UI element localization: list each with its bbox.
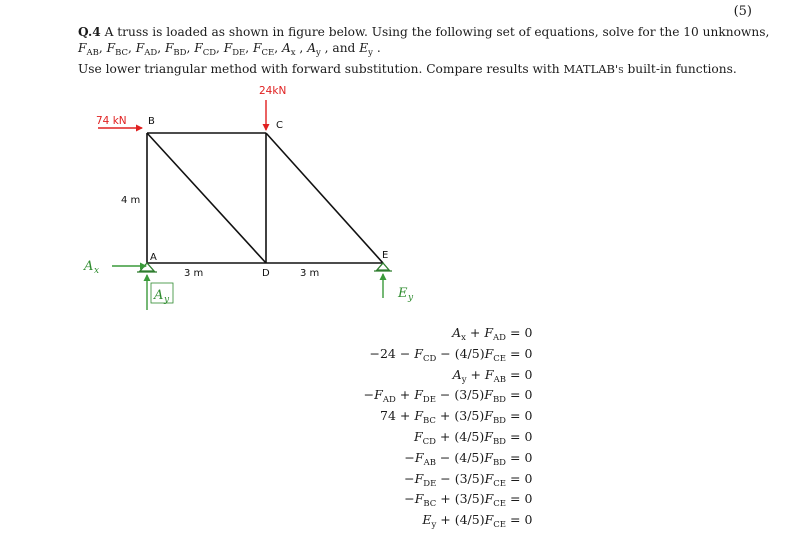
equation-lhs: $E_y + (4/5)F_{CE}$ (422, 512, 506, 531)
equation-rhs: = 0 (510, 325, 533, 340)
svg-text:E: E (398, 286, 408, 301)
node-label-d: D (262, 268, 270, 279)
equation-7 (300, 449, 533, 471)
equation-rhs: = 0 (510, 512, 533, 528)
load-label-b: 74 kN (96, 115, 127, 127)
equation-10 (300, 512, 533, 533)
equation-rhs: = 0 (510, 491, 533, 507)
unknowns-list: $F_{AB}$, $F_{BC}$, $F_{AD}$, $F_{BD}$, $F_{CD}$, $F_{DE}$, $F_{CE}$, $A_x$ , $A_y$ , and $E_y$ . (78, 41, 381, 58)
equation-1 (300, 325, 533, 346)
node-label-b: B (148, 116, 155, 127)
equation-system (300, 325, 533, 533)
member-bd (147, 133, 266, 263)
dimension-de: 3 m (300, 268, 320, 279)
equation-lhs: $A_x + F_{AD}$ (452, 325, 506, 343)
svg-text:A: A (154, 288, 164, 303)
equation-rhs: = 0 (510, 470, 533, 486)
svg-text:x: x (94, 266, 100, 276)
equation-lhs: $-24 - F_{CD} - (4/5)F_{CE}$ (369, 345, 506, 364)
svg-text:y: y (408, 293, 414, 303)
roller-support-e (374, 263, 392, 271)
equation-6 (300, 428, 533, 450)
reaction-label-ax (83, 259, 99, 276)
reaction-label-ey (397, 286, 414, 303)
equation-rhs: = 0 (510, 428, 533, 444)
equation-rhs: = 0 (510, 345, 533, 361)
equation-lhs: $74 + F_{BC} + (3/5)F_{BD}$ (380, 408, 506, 427)
question-line-1-text: A truss is loaded as shown in figure below. Using the following set of equations, solve for the 10 unknowns, (104, 25, 770, 39)
equation-5 (300, 408, 533, 429)
equation-3 (300, 366, 533, 388)
reaction-label-ay (153, 288, 170, 305)
equation-9 (300, 491, 533, 512)
equation-lhs: $-F_{BC} + (3/5)F_{CE}$ (404, 491, 506, 510)
svg-text:y: y (164, 295, 170, 305)
question-marks: (5) (733, 4, 752, 19)
matlab-term: MATLAB's (563, 62, 624, 76)
equation-4 (300, 387, 533, 408)
instruction-text-end: built-in functions. (623, 62, 737, 76)
equation-rhs: = 0 (510, 366, 533, 382)
equation-8 (300, 470, 533, 492)
equation-rhs: = 0 (510, 449, 533, 465)
dimension-ad: 3 m (184, 268, 204, 279)
truss-members (147, 133, 383, 263)
svg-text:A: A (84, 259, 94, 274)
equation-lhs: $F_{CD} + (4/5)F_{BD}$ (413, 428, 506, 447)
load-label-c: 24kN (259, 85, 287, 97)
instruction-text: Use lower triangular method with forward substitution. Compare results with (78, 62, 564, 76)
node-label-a: A (150, 252, 157, 263)
dimension-vertical: 4 m (121, 195, 141, 206)
equation-rhs: = 0 (510, 408, 533, 424)
equation-lhs: $-F_{AB} - (4/5)F_{BD}$ (404, 449, 506, 468)
node-label-c: C (276, 120, 283, 131)
pin-support-a (137, 263, 157, 272)
member-ce (266, 133, 383, 263)
equation-lhs: $A_y + F_{AB}$ (452, 366, 506, 385)
equation-lhs: $-F_{DE} - (3/5)F_{CE}$ (404, 470, 506, 489)
equation-lhs: $-F_{AD} + F_{DE} - (3/5)F_{BD}$ (363, 387, 506, 406)
question-label: Q.4 (78, 25, 101, 39)
equation-2 (300, 345, 533, 367)
equation-rhs: = 0 (510, 387, 533, 403)
node-label-e: E (382, 250, 389, 261)
